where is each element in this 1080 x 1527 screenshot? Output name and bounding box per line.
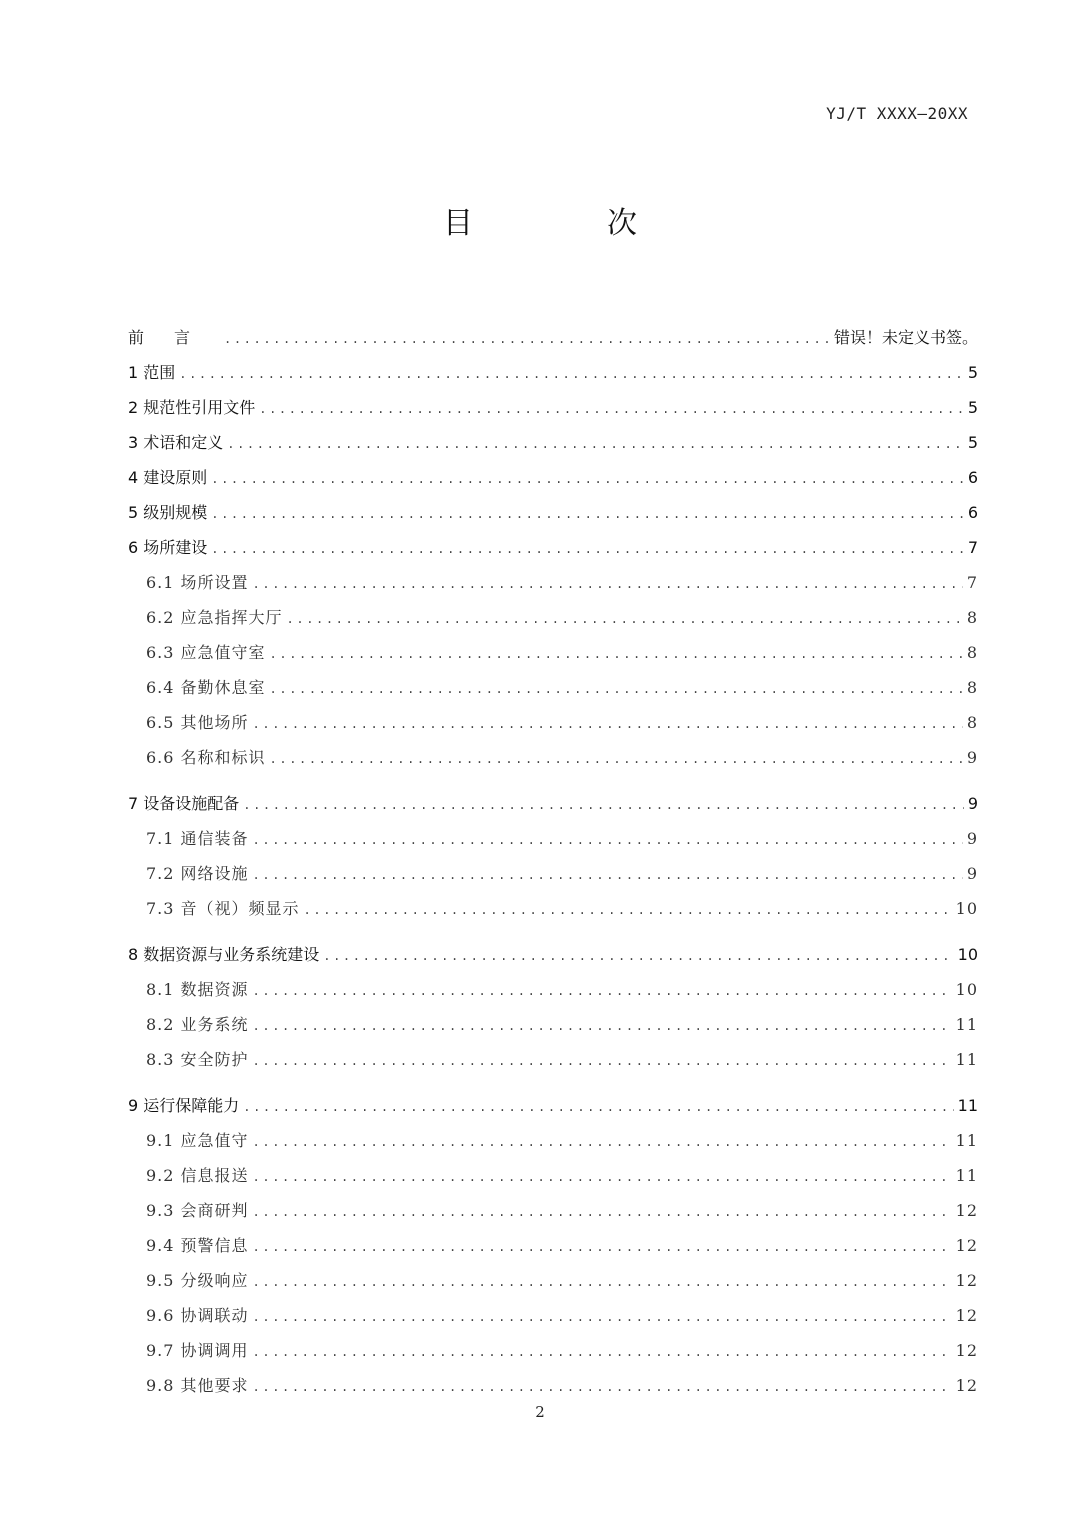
toc-entry-page: 11 xyxy=(955,1166,978,1185)
toc-entry-page: 12 xyxy=(955,1306,978,1325)
toc-entry-page: 11 xyxy=(955,1050,978,1069)
toc-entry-page: 8 xyxy=(966,678,978,697)
toc-entry-page: 5 xyxy=(967,363,978,382)
toc-entry-page: 5 xyxy=(967,398,978,417)
toc-entry-page: 10 xyxy=(955,980,978,999)
toc-dot-leader xyxy=(253,823,963,858)
toc-entry-label: 6.5 其他场所 xyxy=(146,713,249,732)
toc-entry-page: 11 xyxy=(955,1131,978,1150)
toc-entry-section[interactable] xyxy=(128,740,978,775)
toc-dot-leader xyxy=(253,1370,952,1405)
toc-entry-label: 9.8 其他要求 xyxy=(146,1376,249,1395)
toc-entry-section[interactable] xyxy=(128,1193,978,1228)
toc-entry-label: 6.6 名称和标识 xyxy=(146,748,266,767)
toc-dot-leader xyxy=(224,322,830,357)
toc-entry-section[interactable] xyxy=(128,1263,978,1298)
toc-entry-page: 12 xyxy=(955,1376,978,1395)
toc-entry-page: 9 xyxy=(966,864,978,883)
toc-entry-page: 9 xyxy=(966,748,978,767)
toc-entry-label: 前言 xyxy=(128,328,221,347)
toc-entry-chapter[interactable] xyxy=(128,460,978,495)
toc-entry-page: 6 xyxy=(967,468,978,487)
toc-entry-section[interactable] xyxy=(128,1333,978,1368)
toc-entry-label: 4 建设原则 xyxy=(128,468,208,487)
toc-entry-page: 7 xyxy=(967,538,978,557)
toc-dot-leader xyxy=(211,497,964,532)
toc-entry-chapter[interactable] xyxy=(128,1088,978,1123)
toc-dot-leader xyxy=(253,1195,952,1230)
toc-entry-section[interactable] xyxy=(128,1298,978,1333)
toc-entry-chapter[interactable] xyxy=(128,786,978,821)
toc-dot-leader xyxy=(253,1160,952,1195)
toc-entry-page: 7 xyxy=(966,573,978,592)
toc-entry-section[interactable] xyxy=(128,1228,978,1263)
toc-entry-label: 7.2 网络设施 xyxy=(146,864,249,883)
toc-entry-page: 8 xyxy=(966,643,978,662)
toc-dot-leader xyxy=(253,1265,952,1300)
table-of-contents xyxy=(128,320,978,1403)
toc-entry-label: 8.1 数据资源 xyxy=(146,980,249,999)
document-code: YJ/T XXXX—20XX xyxy=(826,104,968,123)
toc-entry-section[interactable] xyxy=(128,1158,978,1193)
toc-entry-label: 7.1 通信装备 xyxy=(146,829,249,848)
toc-entry-chapter[interactable] xyxy=(128,495,978,530)
toc-entry-chapter[interactable] xyxy=(128,390,978,425)
toc-dot-leader xyxy=(253,974,952,1009)
toc-entry-section[interactable] xyxy=(128,565,978,600)
toc-entry-page: 9 xyxy=(967,794,978,813)
toc-dot-leader xyxy=(253,1125,952,1160)
toc-dot-leader xyxy=(227,427,964,462)
toc-entry-page: 6 xyxy=(967,503,978,522)
toc-dot-leader xyxy=(253,1300,952,1335)
toc-entry-label: 8.2 业务系统 xyxy=(146,1015,249,1034)
toc-entry-label: 9.4 预警信息 xyxy=(146,1236,249,1255)
toc-entry-label: 9.3 会商研判 xyxy=(146,1201,249,1220)
toc-entry-label: 6 场所建设 xyxy=(128,538,208,557)
toc-entry-label: 9.6 协调联动 xyxy=(146,1306,249,1325)
toc-entry-section[interactable] xyxy=(128,972,978,1007)
toc-entry-section[interactable] xyxy=(128,821,978,856)
toc-entry-page: 12 xyxy=(955,1341,978,1360)
toc-entry-page: 12 xyxy=(955,1201,978,1220)
toc-entry-label: 6.1 场所设置 xyxy=(146,573,249,592)
toc-entry-page: 5 xyxy=(967,433,978,452)
toc-dot-leader xyxy=(259,392,964,427)
toc-entry-chapter[interactable] xyxy=(128,425,978,460)
toc-dot-leader xyxy=(243,1090,953,1125)
toc-entry-page: 11 xyxy=(955,1015,978,1034)
toc-dot-leader xyxy=(253,858,963,893)
toc-dot-leader xyxy=(179,357,964,392)
toc-dot-leader xyxy=(287,602,963,637)
toc-entry-section[interactable] xyxy=(128,891,978,926)
toc-entry-page: 10 xyxy=(955,899,978,918)
toc-entry-page: 12 xyxy=(955,1236,978,1255)
toc-dot-leader xyxy=(253,707,963,742)
toc-entry-label: 9.5 分级响应 xyxy=(146,1271,249,1290)
toc-entry-section[interactable] xyxy=(128,670,978,705)
toc-dot-leader xyxy=(270,637,963,672)
toc-dot-leader xyxy=(270,672,963,707)
toc-entry-section[interactable] xyxy=(128,1042,978,1077)
page-title: 目 次 xyxy=(443,206,689,241)
toc-dot-leader xyxy=(304,893,952,928)
toc-dot-leader xyxy=(243,788,964,823)
toc-entry-label: 7 设备设施配备 xyxy=(128,794,240,813)
toc-entry-page: 12 xyxy=(955,1271,978,1290)
toc-dot-leader xyxy=(270,742,963,777)
toc-entry-page: 错误！未定义书签。 xyxy=(833,328,978,347)
toc-entry-label: 6.2 应急指挥大厅 xyxy=(146,608,283,627)
toc-entry-label: 9.2 信息报送 xyxy=(146,1166,249,1185)
toc-entry-chapter[interactable] xyxy=(128,937,978,972)
toc-entry-section[interactable] xyxy=(128,856,978,891)
toc-entry-label: 9.1 应急值守 xyxy=(146,1131,249,1150)
toc-dot-leader xyxy=(211,462,964,497)
toc-entry-label: 9 运行保障能力 xyxy=(128,1096,240,1115)
toc-entry-page: 8 xyxy=(966,608,978,627)
toc-entry-label: 3 术语和定义 xyxy=(128,433,224,452)
toc-dot-leader xyxy=(253,1230,952,1265)
toc-entry-section[interactable] xyxy=(128,1007,978,1042)
toc-entry-page: 10 xyxy=(957,945,978,964)
toc-entry-label: 6.4 备勤休息室 xyxy=(146,678,266,697)
toc-dot-leader xyxy=(253,1009,952,1044)
toc-entry-section[interactable] xyxy=(128,1123,978,1158)
toc-entry-chapter[interactable] xyxy=(128,320,978,355)
toc-entry-label: 7.3 音（视）频显示 xyxy=(146,899,300,918)
toc-entry-label: 8 数据资源与业务系统建设 xyxy=(128,945,320,964)
toc-entry-label: 8.3 安全防护 xyxy=(146,1050,249,1069)
toc-entry-label: 9.7 协调调用 xyxy=(146,1341,249,1360)
toc-entry-section[interactable] xyxy=(128,705,978,740)
toc-entry-label: 2 规范性引用文件 xyxy=(128,398,256,417)
toc-entry-label: 6.3 应急值守室 xyxy=(146,643,266,662)
toc-entry-chapter[interactable] xyxy=(128,530,978,565)
toc-entry-label: 5 级别规模 xyxy=(128,503,208,522)
toc-entry-page: 9 xyxy=(966,829,978,848)
toc-dot-leader xyxy=(253,1044,952,1079)
toc-dot-leader xyxy=(323,939,953,974)
toc-entry-label: 1 范围 xyxy=(128,363,176,382)
page-number: 2 xyxy=(535,1403,545,1421)
toc-entry-page: 11 xyxy=(957,1096,978,1115)
toc-entry-section[interactable] xyxy=(128,635,978,670)
toc-entry-section[interactable] xyxy=(128,1368,978,1403)
toc-entry-chapter[interactable] xyxy=(128,355,978,390)
toc-entry-page: 8 xyxy=(966,713,978,732)
toc-dot-leader xyxy=(253,1335,952,1370)
toc-entry-section[interactable] xyxy=(128,600,978,635)
toc-dot-leader xyxy=(211,532,964,567)
toc-dot-leader xyxy=(253,567,963,602)
